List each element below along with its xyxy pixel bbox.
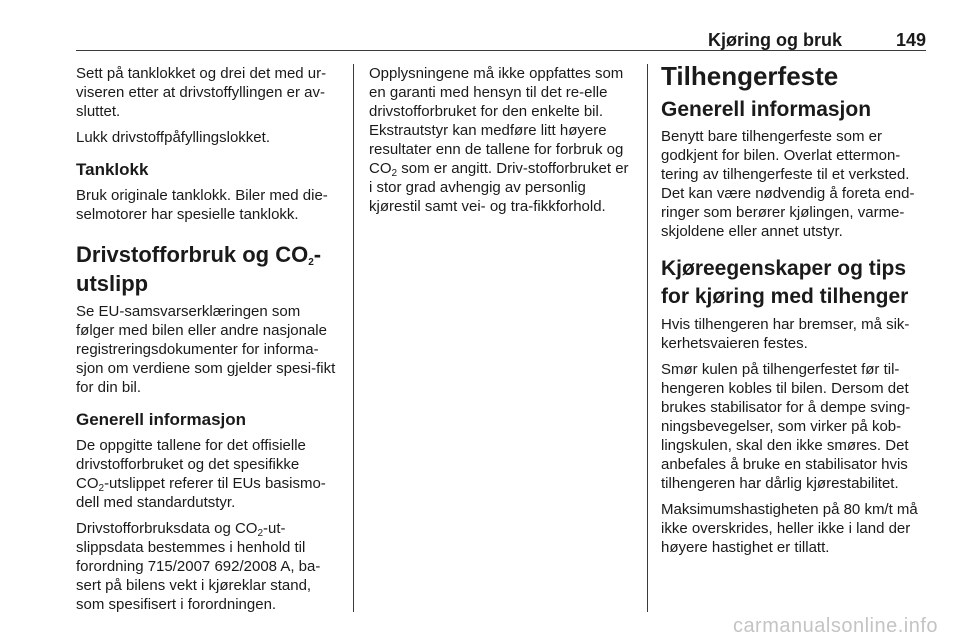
paragraph-co2-basis: $CO_2$-utslippet referer til EUs basismo-dell med standardutstyr. bbox=[76, 475, 326, 511]
page-number: 149 bbox=[895, 30, 926, 50]
paragraph-max-speed: Maksimumshastigheten på 80 km/t må ikke overskrides, heller ikke i land der høyere hastighet er tillatt. bbox=[661, 501, 918, 556]
column-3 bbox=[661, 60, 927, 564]
paragraph-lubricate-ball: Smør kulen på tilhengerfestet før til-hengeren kobles til bilen. Dersom det brukes stabilisator for å dempe sving-ningsbevegelser, som virker på kob-lingskulen, skal den ikke smøres. Det anbefales å bruke en stabilisator hvis tilhengeren har dårlig kjørestabilitet. bbox=[661, 361, 911, 492]
paragraph-eu-declaration: Se EU-samsvarserklæringen som følger med bilen eller andre nasjonale registreringsdokumenter for informa-sjon om verdiene som gjelder spesi-fikt for din bil. bbox=[76, 303, 336, 396]
heading-towing-hitch: Tilhengerfeste bbox=[661, 61, 839, 91]
paragraph-close-filler-flap: Lukk drivstoffpåfyllingslokket. bbox=[76, 129, 270, 146]
heading-driving-with-trailer: Kjøreegenskaper og tips for kjøring med tilhenger bbox=[661, 257, 909, 308]
paragraph-consumption-data: Drivstofforbruksdata og $CO_2-ut$-slippsdata bestemmes i henhold til forordning 715/2007 692/2008 A, ba-sert på bilens vekt i kjøreklar stand, som spesifisert i forordningen. bbox=[76, 520, 321, 613]
paragraph-approved-hitch: Benytt bare tilhengerfeste som er godkjent for bilen. Overlat ettermon-tering av tilhengerfeste til et verksted. Det kan være nødvendig å foreta end-ringer som berører kjølingen, varme-skjoldene eller annet utstyr. bbox=[661, 128, 915, 240]
column-2 bbox=[369, 64, 635, 223]
paragraph-tank-cap-close: Sett på tanklokket og drei det med ur-viseren etter at drivstoffyllingen er av-sluttet. bbox=[76, 65, 327, 120]
heading-tanklokk: Tanklokk bbox=[76, 160, 149, 179]
paragraph-official-figures: De oppgitte tallene for det offisielle drivstofforbruket og det spesifikke bbox=[76, 437, 306, 473]
column-divider-1 bbox=[353, 64, 354, 612]
watermark: carmanualsonline.info bbox=[732, 615, 938, 637]
paragraph-original-caps: Bruk originale tanklokk. Biler med die-selmotorer har spesielle tanklokk. bbox=[76, 187, 328, 223]
paragraph-no-guarantee: Opplysningene må ikke oppfattes som en garanti med hensyn til det re-elle drivstofforbruket for den enkelte bil. Ekstrautstyr kan medføre litt høyere resultater enn de tallene for forbruk og $CO_2$ som er angitt. Driv-stofforbruket er i stor grad avhengig av personlig kjørestil samt vei- og tra-fikkforhold. bbox=[369, 65, 629, 215]
column-1 bbox=[76, 64, 342, 621]
heading-general-info-hitch: Generell informasjon bbox=[661, 98, 872, 121]
heading-general-info: Generell informasjon bbox=[76, 410, 247, 429]
paragraph-safety-cable: Hvis tilhengeren har bremser, må sik-kerhetsvaieren festes. bbox=[661, 316, 910, 352]
section-title: Kjøring og bruk bbox=[708, 30, 842, 50]
page-header bbox=[76, 0, 926, 51]
heading-fuel-consumption: Drivstofforbruk og $CO_2$-utslipp bbox=[76, 242, 322, 296]
column-divider-2 bbox=[647, 64, 648, 612]
